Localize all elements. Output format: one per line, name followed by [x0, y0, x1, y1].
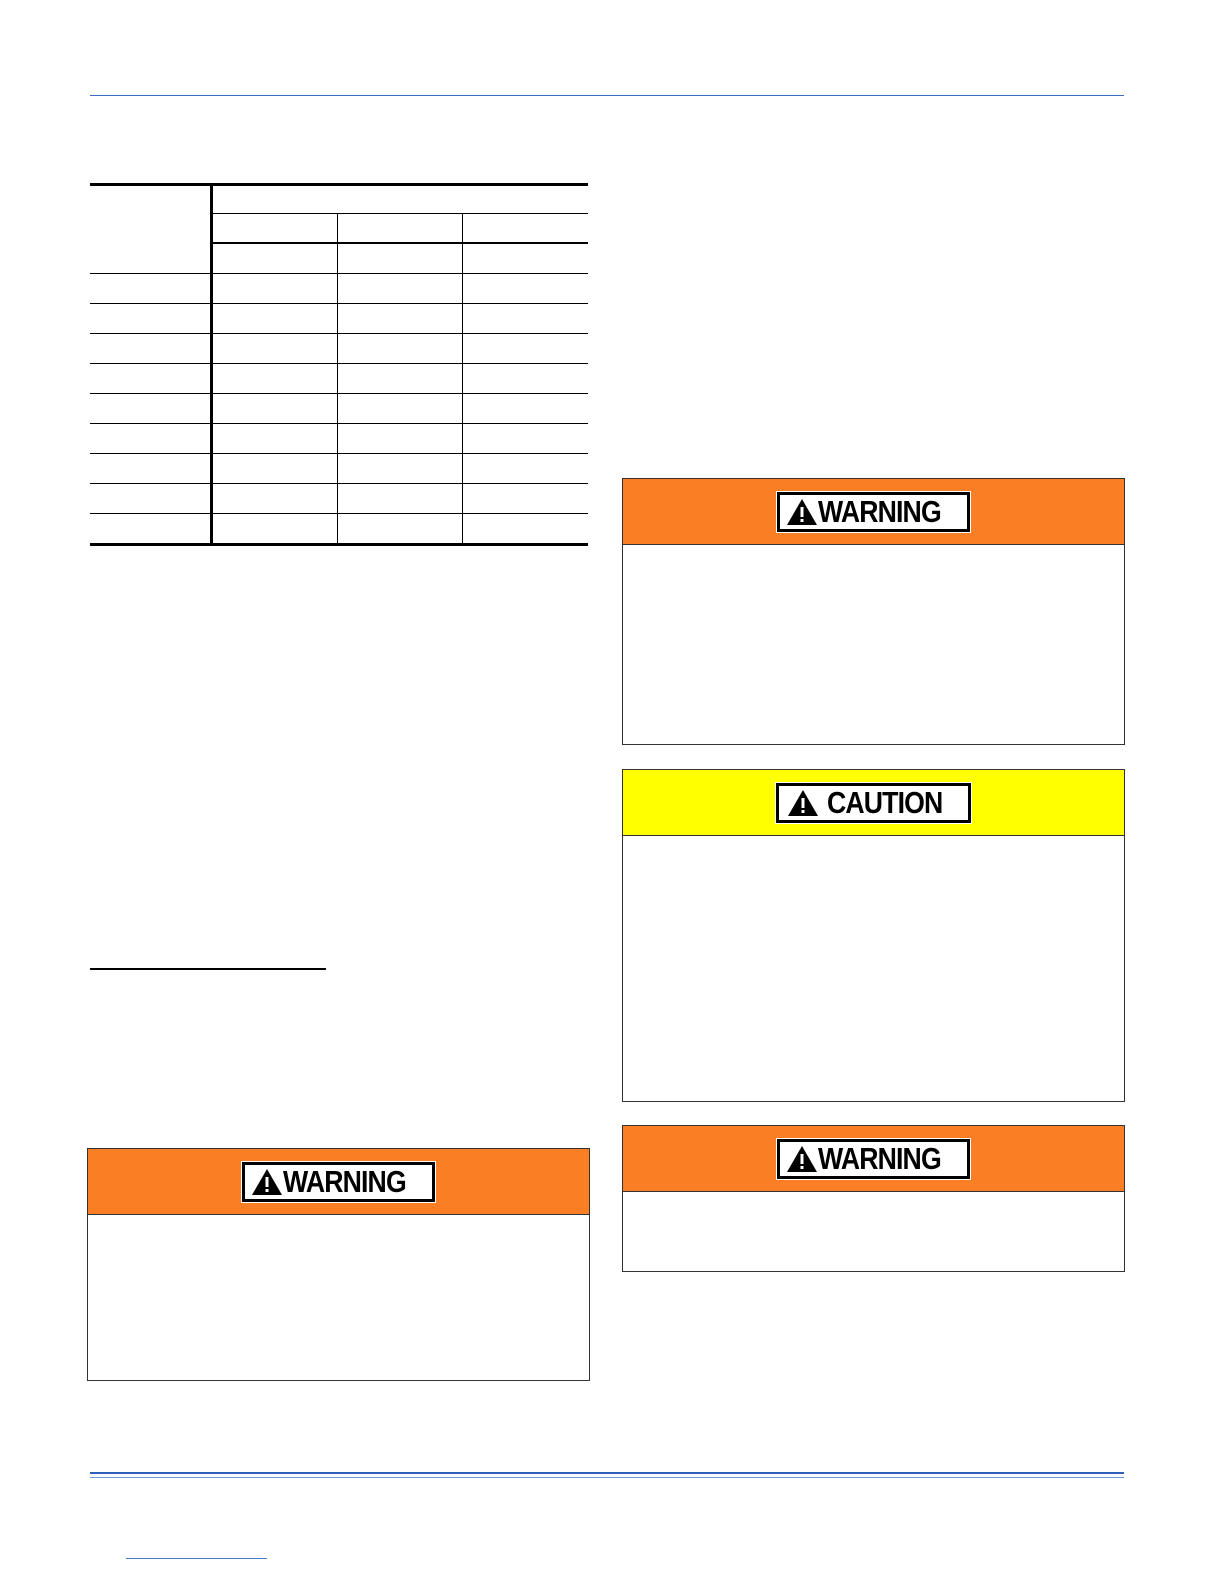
warning-sign — [242, 1162, 436, 1202]
table-row — [90, 514, 588, 545]
warning-label: WARNING — [817, 494, 941, 529]
warning-box-1 — [622, 478, 1125, 745]
warning-label: WARNING — [282, 1164, 406, 1199]
table-row — [90, 243, 588, 274]
table-row — [90, 484, 588, 514]
table-row — [90, 394, 588, 424]
table-header-col-1 — [212, 214, 338, 244]
table-row — [90, 454, 588, 484]
caution-label: CAUTION — [827, 785, 943, 820]
warning-triangle-icon — [786, 1145, 818, 1173]
table-row — [90, 424, 588, 454]
caution-box — [622, 769, 1125, 1102]
table-row — [90, 274, 588, 304]
warning-box-3 — [622, 1125, 1125, 1272]
caution-sign — [776, 783, 970, 823]
footer-rule — [90, 1472, 1124, 1474]
table-header-group — [212, 185, 589, 214]
table-row — [90, 364, 588, 394]
warning-label: WARNING — [817, 1141, 941, 1176]
footer-rule-thin — [90, 1477, 1124, 1478]
warning-sign — [777, 492, 971, 532]
warning-triangle-icon — [787, 789, 819, 817]
header-rule — [90, 95, 1124, 96]
warning-triangle-icon — [251, 1168, 283, 1196]
warning-band — [623, 1126, 1124, 1192]
table-header-col-3 — [463, 214, 589, 244]
table-header-col-2 — [337, 214, 463, 244]
footer-link-underline[interactable] — [126, 1558, 267, 1559]
caution-band — [623, 770, 1124, 836]
table-row — [90, 334, 588, 364]
section-heading-underline — [90, 968, 326, 970]
warning-band — [88, 1149, 589, 1215]
table-row — [90, 304, 588, 334]
data-table — [90, 183, 588, 543]
warning-box-2 — [87, 1148, 590, 1381]
warning-band — [623, 479, 1124, 545]
table-header-row-label — [90, 185, 212, 244]
warning-sign — [777, 1139, 971, 1179]
warning-triangle-icon — [786, 498, 818, 526]
